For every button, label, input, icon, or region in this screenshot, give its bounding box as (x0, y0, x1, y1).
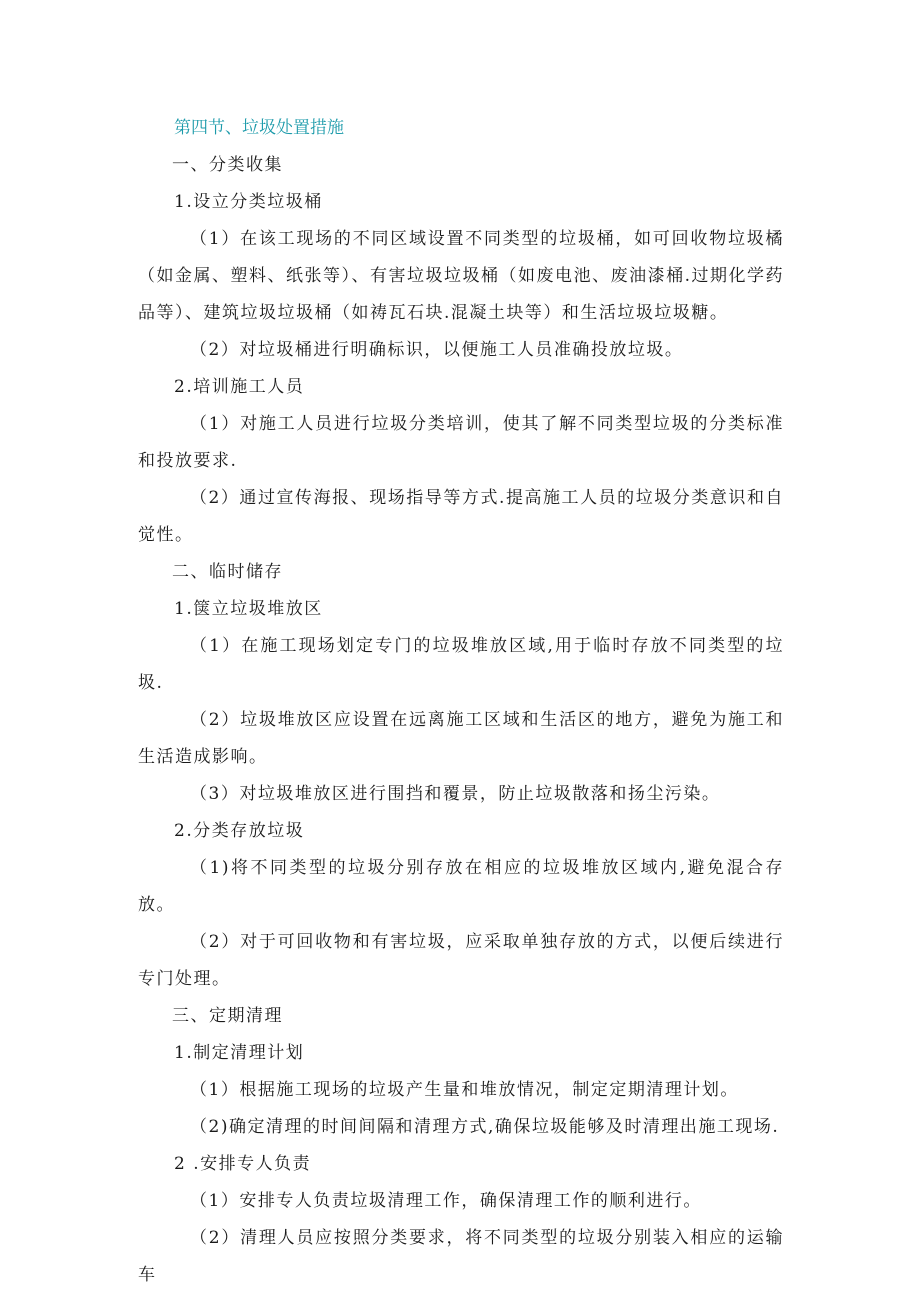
paragraph-item: （2)确定清理的时间间隔和清理方式,确保垃圾能够及时清理出施工现场. (190, 1117, 780, 1137)
heading-level-1: 一、分类收集 (172, 155, 283, 175)
heading-level-2: 1.制定清理计划 (174, 1043, 305, 1063)
paragraph-item: （2）通过宣传海报、现场指导等方式.提高施工人员的垃圾分类意识和自觉性。 (138, 488, 784, 545)
heading-level-1: 二、临时储存 (172, 562, 283, 582)
paragraph-item: （3）对垃圾堆放区进行围挡和覆景，防止垃圾散落和扬尘污染。 (190, 784, 721, 804)
paragraph-item: （2）对于可回收物和有害垃圾，应采取单独存放的方式，以便后续进行专门处理。 (138, 932, 784, 989)
heading-level-1: 三、定期清理 (172, 1006, 283, 1026)
paragraph-item: （1）对施工人员进行垃圾分类培训，使其了解不同类型垃圾的分类标准和投放要求. (138, 414, 784, 471)
section-title: 第四节、垃圾处置措施 (174, 118, 344, 138)
heading-level-2: 2 .安排专人负责 (174, 1154, 312, 1174)
paragraph-item: （2）对垃圾桶进行明确标识，以便施工人员准确投放垃圾。 (190, 340, 684, 360)
paragraph-item: （2）清理人员应按照分类要求，将不同类型的垃圾分别装入相应的运输车 (138, 1228, 784, 1285)
paragraph-item: （1）在施工现场划定专门的垃圾堆放区域,用于临时存放不同类型的垃圾. (138, 636, 784, 693)
paragraph-item: （1）在该工现场的不同区域设置不同类型的垃圾桶，如可回收物垃圾橘（如金属、塑料、纸张等）、有害垃圾垃圾桶（如废电池、废油漆桶.过期化学药品等）、建筑垃圾垃圾桶（如祷瓦石块.混凝土块等）和生活垃圾垃圾糖。 (138, 229, 784, 323)
paragraph-item: （2）垃圾堆放区应设置在远离施工区域和生活区的地方，避免为施工和生活造成影响。 (138, 710, 784, 767)
paragraph-item: （1）安排专人负责垃圾清理工作，确保清理工作的顺利进行。 (190, 1191, 702, 1211)
heading-level-2: 1.设立分类垃圾桶 (174, 192, 323, 212)
paragraph-item: （1)将不同类型的垃圾分别存放在相应的垃圾堆放区域内,避免混合存放。 (138, 858, 784, 915)
heading-level-2: 1.箧立垃圾堆放区 (174, 599, 323, 619)
heading-level-2: 2.分类存放垃圾 (174, 821, 305, 841)
document-body (138, 110, 784, 1294)
heading-level-2: 2.培训施工人员 (174, 377, 305, 397)
paragraph-item: （1）根据施工现场的垃圾产生量和堆放情况，制定定期清理计划。 (190, 1080, 739, 1100)
